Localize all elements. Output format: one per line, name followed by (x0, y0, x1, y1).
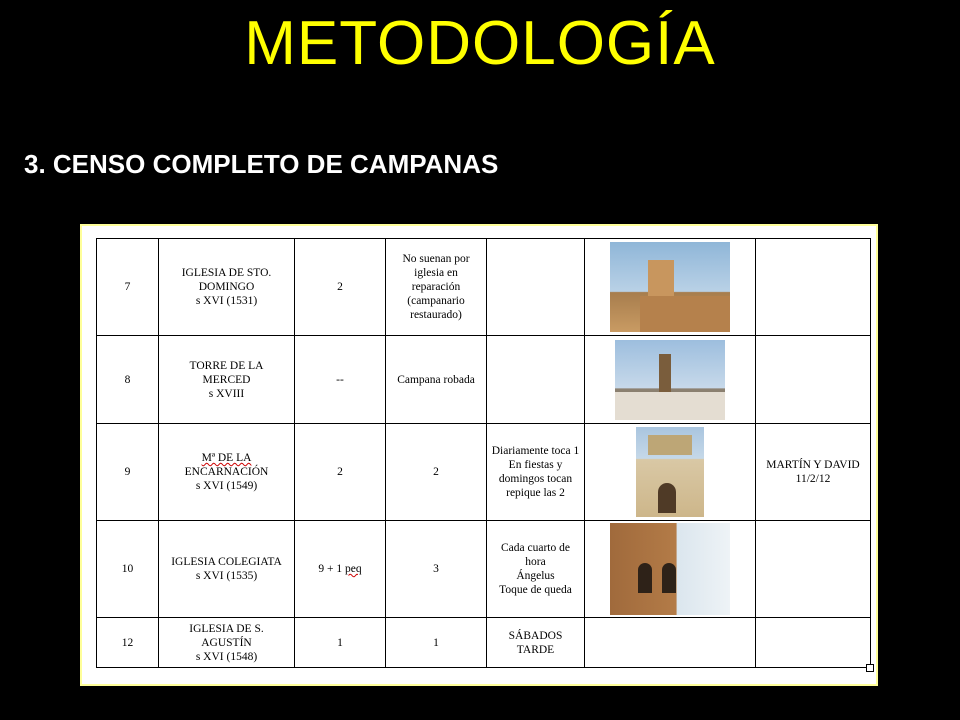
row-number: 12 (97, 618, 159, 668)
usage (487, 239, 585, 336)
church-facade-photo (636, 427, 704, 517)
usage: Diariamente toca 1 En fiestas y domingos tocan repique las 2 (487, 424, 585, 521)
notes (756, 521, 871, 618)
church-name-line: IGLESIA DE S. (189, 622, 264, 635)
usage-line: hora (525, 556, 546, 568)
resize-handle[interactable] (866, 664, 874, 672)
church-name-line: TORRE DE LA (189, 359, 264, 372)
row-number: 9 (97, 424, 159, 521)
church-date: s XVI (1549) (195, 480, 258, 492)
bell-tower-photo (615, 340, 725, 420)
row-number: 10 (97, 521, 159, 618)
bell-count: -- (295, 336, 386, 424)
church-name (159, 618, 295, 668)
bell-count-main: 9 + 1 (318, 563, 343, 575)
usage-line: Ángelus (516, 570, 555, 582)
table-row (97, 239, 871, 336)
photo-cell (585, 239, 756, 336)
working-bells: 2 (386, 424, 487, 521)
working-bells: No suenan por iglesia en reparación (campanario restaurado) (386, 239, 487, 336)
photo-cell (585, 336, 756, 424)
church-date: s XVIII (208, 387, 245, 400)
working-bells: 3 (386, 521, 487, 618)
notes: MARTÍN Y DAVID 11/2/12 (756, 424, 871, 521)
church-name-line: IGLESIA COLEGIATA (171, 556, 282, 568)
usage: SÁBADOS TARDE (487, 618, 585, 668)
church-date: s XVI (1531) (195, 295, 258, 307)
usage-line: Toque de queda (499, 584, 572, 596)
usage (487, 521, 585, 618)
church-name-line: MERCED (202, 373, 251, 386)
working-bells: 1 (386, 618, 487, 668)
photo-cell (585, 424, 756, 521)
bell-tower-photo (610, 523, 730, 615)
embedded-document (80, 224, 878, 686)
notes (756, 336, 871, 424)
church-name-line: IGLESIA DE STO. (181, 267, 272, 279)
slide-subtitle: 3. CENSO COMPLETO DE CAMPANAS (24, 149, 499, 179)
bell-count: 2 (295, 424, 386, 521)
photo-cell (585, 521, 756, 618)
bell-tower-photo (610, 242, 730, 332)
table-row (97, 618, 871, 668)
usage (487, 336, 585, 424)
church-name-line: Mª DE LA (201, 452, 252, 464)
table-row (97, 424, 871, 521)
church-name (159, 424, 295, 521)
church-date: s XVI (1548) (195, 650, 258, 663)
working-bells: Campana robada (386, 336, 487, 424)
table-row (97, 521, 871, 618)
slide-title: METODOLOGÍA (244, 9, 716, 78)
church-name-line: DOMINGO (198, 281, 255, 293)
bell-count-small: peq (345, 563, 362, 575)
row-number: 8 (97, 336, 159, 424)
church-date: s XVI (1535) (195, 570, 258, 582)
usage-line: Cada cuarto de (501, 542, 570, 554)
church-name-line: ENCARNACIÓN (184, 466, 269, 478)
church-name-line: AGUSTÍN (201, 636, 252, 649)
row-number: 7 (97, 239, 159, 336)
bell-count: 2 (295, 239, 386, 336)
bell-count: 1 (295, 618, 386, 668)
church-name (159, 239, 295, 336)
notes (756, 618, 871, 668)
table-row (97, 336, 871, 424)
bell-count (295, 521, 386, 618)
church-name (159, 521, 295, 618)
bell-census-table (96, 238, 871, 668)
notes (756, 239, 871, 336)
church-name (159, 336, 295, 424)
photo-cell (585, 618, 756, 668)
